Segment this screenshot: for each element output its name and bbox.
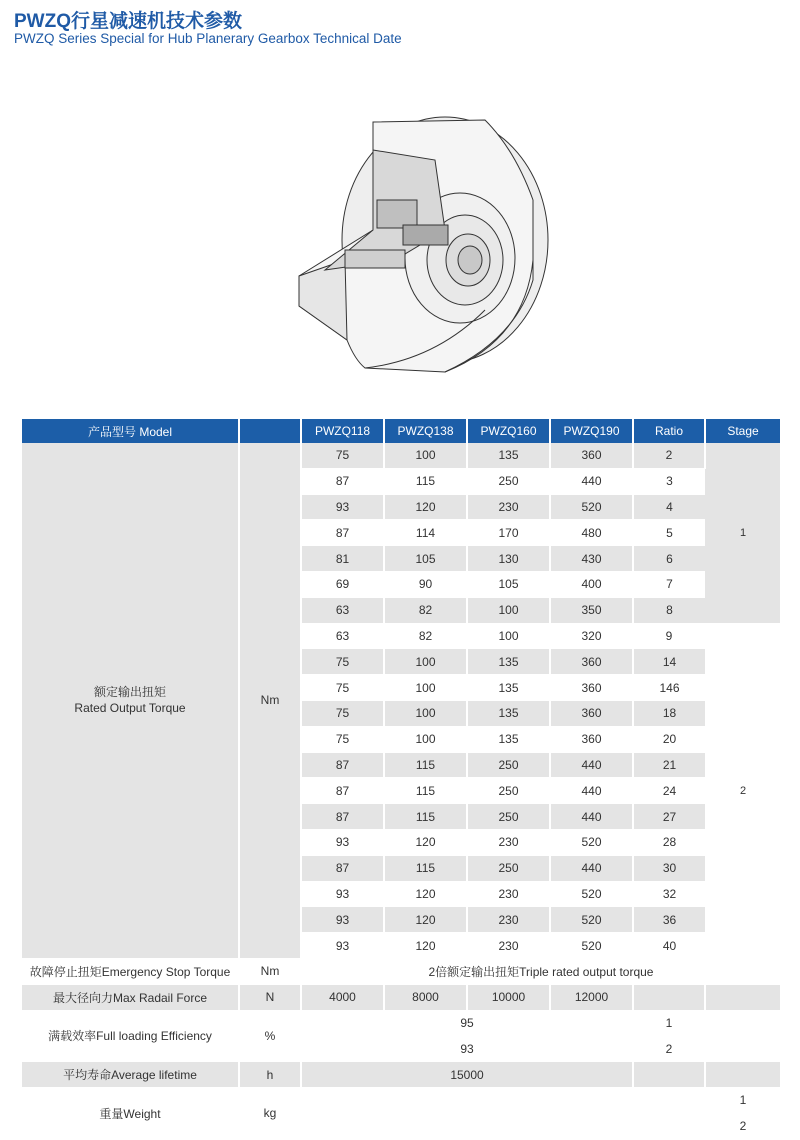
torque-value: 250	[467, 778, 550, 804]
header-unit	[239, 419, 301, 443]
ratio-value: 4	[633, 494, 705, 520]
torque-value: 75	[301, 649, 384, 675]
rated-output-torque-label	[22, 443, 239, 958]
torque-value: 75	[301, 700, 384, 726]
torque-value: 75	[301, 443, 384, 468]
torque-value: 520	[550, 907, 633, 933]
table-row	[22, 1087, 780, 1113]
weight-unit: kg	[239, 1087, 301, 1139]
average-lifetime-value: 15000	[301, 1062, 633, 1088]
header-pwzq138: PWZQ138	[384, 419, 467, 443]
ratio-value: 28	[633, 829, 705, 855]
torque-value: 250	[467, 752, 550, 778]
torque-value: 115	[384, 804, 467, 830]
torque-value: 360	[550, 649, 633, 675]
torque-value: 520	[550, 829, 633, 855]
page-subtitle: PWZQ Series Special for Hub Planerary Gearbox Technical Date	[14, 31, 402, 46]
header-ratio: Ratio	[633, 419, 705, 443]
ratio-value: 21	[633, 752, 705, 778]
rated-torque-label-cn: 额定输出扭矩	[93, 685, 166, 700]
header-pwzq160: PWZQ160	[467, 419, 550, 443]
torque-value: 350	[550, 597, 633, 623]
weight-stage: 1	[705, 1087, 780, 1113]
torque-value: 230	[467, 907, 550, 933]
torque-value: 135	[467, 443, 550, 468]
torque-value: 430	[550, 546, 633, 572]
torque-value: 135	[467, 675, 550, 701]
torque-value: 250	[467, 468, 550, 494]
torque-value: 360	[550, 443, 633, 468]
spec-table	[22, 419, 780, 1140]
torque-value: 250	[467, 855, 550, 881]
torque-value: 115	[384, 778, 467, 804]
torque-value: 87	[301, 778, 384, 804]
torque-value: 82	[384, 623, 467, 649]
torque-value: 440	[550, 468, 633, 494]
stage-1-cell: 1	[705, 443, 780, 623]
torque-value: 115	[384, 855, 467, 881]
torque-value: 87	[301, 752, 384, 778]
ratio-value: 20	[633, 726, 705, 752]
torque-value: 100	[384, 726, 467, 752]
torque-value: 87	[301, 468, 384, 494]
stage-2-cell: 2	[705, 623, 780, 958]
torque-value: 230	[467, 829, 550, 855]
header-stage: Stage	[705, 419, 780, 443]
torque-value: 130	[467, 546, 550, 572]
torque-value: 100	[384, 443, 467, 468]
table-cell	[705, 984, 780, 1010]
table-cell	[705, 1062, 780, 1088]
torque-value: 87	[301, 855, 384, 881]
torque-value: 93	[301, 494, 384, 520]
ratio-value: 2	[633, 443, 705, 468]
torque-value: 75	[301, 675, 384, 701]
efficiency-stage: 2	[633, 1036, 705, 1062]
average-lifetime-unit: h	[239, 1062, 301, 1088]
rated-torque-unit: Nm	[239, 443, 301, 958]
torque-value: 100	[384, 700, 467, 726]
emergency-stop-unit: Nm	[239, 958, 301, 984]
torque-value: 87	[301, 804, 384, 830]
max-radial-force-unit: N	[239, 984, 301, 1010]
table-cell	[633, 1062, 705, 1088]
efficiency-value: 95	[301, 1010, 633, 1036]
torque-value: 69	[301, 571, 384, 597]
radial-force-value: 4000	[301, 984, 384, 1010]
header-model: 产品型号 Model	[22, 419, 239, 443]
efficiency-label: 满载效率Full loading Efficiency	[22, 1010, 239, 1062]
torque-value: 105	[384, 546, 467, 572]
ratio-value: 36	[633, 907, 705, 933]
average-lifetime-label: 平均寿命Average lifetime	[22, 1062, 239, 1088]
table-row	[22, 1062, 780, 1088]
efficiency-value: 93	[301, 1036, 633, 1062]
torque-value: 440	[550, 804, 633, 830]
ratio-value: 9	[633, 623, 705, 649]
ratio-value: 40	[633, 933, 705, 959]
efficiency-unit: %	[239, 1010, 301, 1062]
ratio-value: 14	[633, 649, 705, 675]
torque-value: 100	[467, 623, 550, 649]
torque-value: 100	[384, 675, 467, 701]
torque-value: 135	[467, 649, 550, 675]
torque-value: 320	[550, 623, 633, 649]
table-row	[22, 443, 780, 468]
torque-value: 520	[550, 933, 633, 959]
torque-value: 120	[384, 907, 467, 933]
torque-value: 120	[384, 494, 467, 520]
ratio-value: 27	[633, 804, 705, 830]
torque-value: 170	[467, 520, 550, 546]
torque-value: 82	[384, 597, 467, 623]
header-pwzq118: PWZQ118	[301, 419, 384, 443]
efficiency-stage: 1	[633, 1010, 705, 1036]
radial-force-value: 10000	[467, 984, 550, 1010]
torque-value: 75	[301, 726, 384, 752]
ratio-value: 32	[633, 881, 705, 907]
torque-value: 230	[467, 494, 550, 520]
ratio-value: 7	[633, 571, 705, 597]
torque-value: 120	[384, 933, 467, 959]
table-cell	[705, 1010, 780, 1036]
torque-value: 520	[550, 494, 633, 520]
emergency-stop-value: 2倍额定输出扭矩Triple rated output torque	[301, 958, 780, 984]
torque-value: 93	[301, 933, 384, 959]
page-title: PWZQ行星减速机技术参数	[14, 11, 242, 32]
torque-value: 114	[384, 520, 467, 546]
ratio-value: 3	[633, 468, 705, 494]
torque-value: 93	[301, 881, 384, 907]
torque-value: 63	[301, 597, 384, 623]
torque-value: 230	[467, 881, 550, 907]
torque-value: 115	[384, 468, 467, 494]
torque-value: 90	[384, 571, 467, 597]
table-header-row	[22, 419, 780, 443]
torque-value: 81	[301, 546, 384, 572]
torque-value: 93	[301, 907, 384, 933]
torque-value: 440	[550, 778, 633, 804]
weight-stage: 2	[705, 1113, 780, 1139]
torque-value: 440	[550, 855, 633, 881]
ratio-value: 18	[633, 700, 705, 726]
ratio-value: 5	[633, 520, 705, 546]
torque-value: 87	[301, 520, 384, 546]
torque-value: 135	[467, 726, 550, 752]
torque-value: 520	[550, 881, 633, 907]
torque-value: 135	[467, 700, 550, 726]
radial-force-value: 12000	[550, 984, 633, 1010]
rated-torque-label-en: Rated Output Torque	[74, 701, 186, 716]
ratio-value: 8	[633, 597, 705, 623]
torque-value: 93	[301, 829, 384, 855]
torque-value: 100	[384, 649, 467, 675]
torque-value: 230	[467, 933, 550, 959]
torque-value: 480	[550, 520, 633, 546]
ratio-value: 146	[633, 675, 705, 701]
torque-value: 120	[384, 829, 467, 855]
torque-value: 440	[550, 752, 633, 778]
torque-value: 360	[550, 700, 633, 726]
torque-value: 250	[467, 804, 550, 830]
table-row	[22, 984, 780, 1010]
weight-label: 重量Weight	[22, 1087, 239, 1139]
table-cell	[633, 984, 705, 1010]
emergency-stop-label: 故障停止扭矩Emergency Stop Torque	[22, 958, 239, 984]
table-row	[22, 1010, 780, 1036]
torque-value: 360	[550, 675, 633, 701]
weight-values	[301, 1087, 705, 1139]
torque-value: 105	[467, 571, 550, 597]
torque-value: 115	[384, 752, 467, 778]
max-radial-force-label: 最大径向力Max Radail Force	[22, 984, 239, 1010]
torque-value: 120	[384, 881, 467, 907]
ratio-value: 30	[633, 855, 705, 881]
gearbox-cutaway-illustration	[285, 110, 555, 380]
torque-value: 63	[301, 623, 384, 649]
torque-value: 400	[550, 571, 633, 597]
table-cell	[705, 1036, 780, 1062]
header-pwzq190: PWZQ190	[550, 419, 633, 443]
torque-value: 100	[467, 597, 550, 623]
radial-force-value: 8000	[384, 984, 467, 1010]
ratio-value: 6	[633, 546, 705, 572]
ratio-value: 24	[633, 778, 705, 804]
torque-value: 360	[550, 726, 633, 752]
table-row	[22, 958, 780, 984]
